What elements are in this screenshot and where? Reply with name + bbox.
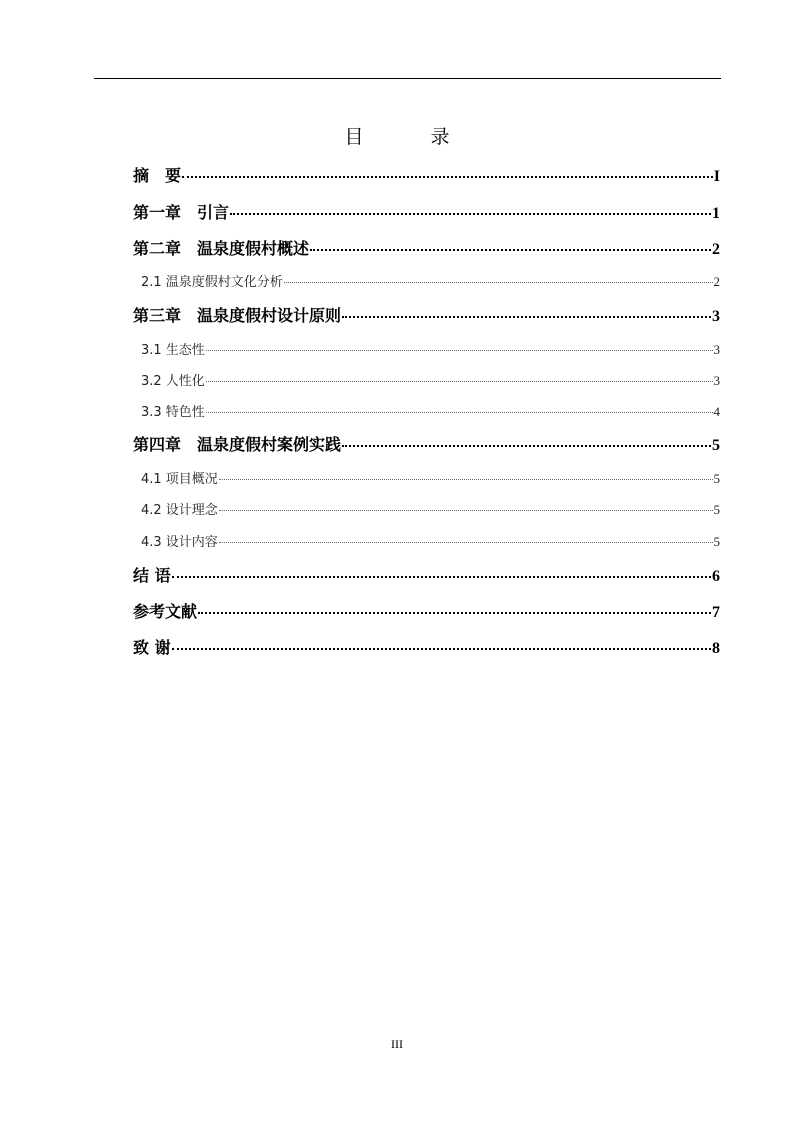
toc-entry-page: 5 — [713, 471, 720, 486]
dot-leader — [342, 316, 711, 318]
toc-entry-acknowledgements[interactable] — [133, 635, 720, 658]
toc-entry-label: 摘 要 — [133, 166, 182, 185]
toc-entry-page: 1 — [712, 205, 720, 222]
toc-entry-section-4-2[interactable] — [141, 499, 720, 518]
toc-entry-page: 3 — [713, 342, 720, 357]
dot-leader — [219, 479, 713, 480]
toc-entry-conclusion[interactable] — [133, 563, 720, 586]
header-rule — [94, 78, 721, 79]
toc-entry-page: 8 — [712, 640, 720, 657]
toc-entry-label: 致 谢 — [133, 638, 171, 657]
toc-entry-page: 7 — [712, 604, 720, 621]
toc-entry-abstract[interactable] — [133, 163, 720, 186]
dot-leader — [284, 282, 713, 283]
toc-entry-section-2-1[interactable] — [141, 271, 720, 290]
dot-leader — [206, 412, 713, 413]
toc-entry-page: 5 — [713, 534, 720, 549]
toc-entry-references[interactable] — [133, 599, 720, 622]
toc-entry-section-3-1[interactable] — [141, 339, 720, 358]
toc-entry-label: 3.3 特色性 — [141, 405, 205, 420]
toc-entry-page: 2 — [712, 241, 720, 258]
toc-entry-page: I — [713, 168, 720, 185]
toc-entry-label: 3.2 人性化 — [141, 374, 205, 389]
toc-entry-label: 第三章 温泉度假村设计原则 — [133, 306, 342, 325]
toc-entry-page: 6 — [712, 568, 720, 585]
toc-entry-label: 第二章 温泉度假村概述 — [133, 239, 310, 258]
toc-entry-chapter-3[interactable] — [133, 303, 720, 326]
toc-entry-label: 2.1 温泉度假村文化分析 — [141, 275, 283, 290]
toc-entry-label: 4.3 设计内容 — [141, 535, 218, 550]
toc-entry-section-4-1[interactable] — [141, 468, 720, 487]
footer-page-number: III — [391, 1037, 403, 1051]
toc-entry-label: 第四章 温泉度假村案例实践 — [133, 435, 342, 454]
dot-leader — [310, 249, 711, 251]
dot-leader — [219, 510, 713, 511]
toc-entry-chapter-1[interactable] — [133, 200, 720, 223]
dot-leader — [172, 648, 711, 650]
toc-entry-section-3-3[interactable] — [141, 401, 720, 420]
toc-entry-page: 5 — [712, 437, 720, 454]
dot-leader — [342, 445, 711, 447]
toc-entry-page: 4 — [713, 404, 720, 419]
toc-entry-chapter-2[interactable] — [133, 236, 720, 259]
toc-entry-chapter-4[interactable] — [133, 432, 720, 455]
dot-leader — [206, 381, 713, 382]
dot-leader — [206, 350, 713, 351]
toc-entry-label: 参考文献 — [133, 602, 198, 621]
toc-entry-label: 结 语 — [133, 566, 171, 585]
dot-leader — [219, 542, 713, 543]
toc-entry-page: 2 — [713, 274, 720, 289]
dot-leader — [182, 176, 713, 178]
toc-title: 目 录 — [344, 126, 474, 148]
toc-entry-label: 4.2 设计理念 — [141, 503, 218, 518]
toc-entry-page: 3 — [713, 373, 720, 388]
toc-entry-label: 4.1 项目概况 — [141, 472, 218, 487]
dot-leader — [198, 612, 711, 614]
toc-entry-page: 5 — [713, 502, 720, 517]
dot-leader — [172, 576, 711, 578]
toc-entry-label: 3.1 生态性 — [141, 343, 205, 358]
toc-entry-section-4-3[interactable] — [141, 531, 720, 550]
toc-entry-page: 3 — [712, 308, 720, 325]
toc-entry-label: 第一章 引言 — [133, 203, 230, 222]
toc-entry-section-3-2[interactable] — [141, 370, 720, 389]
dot-leader — [230, 213, 711, 215]
